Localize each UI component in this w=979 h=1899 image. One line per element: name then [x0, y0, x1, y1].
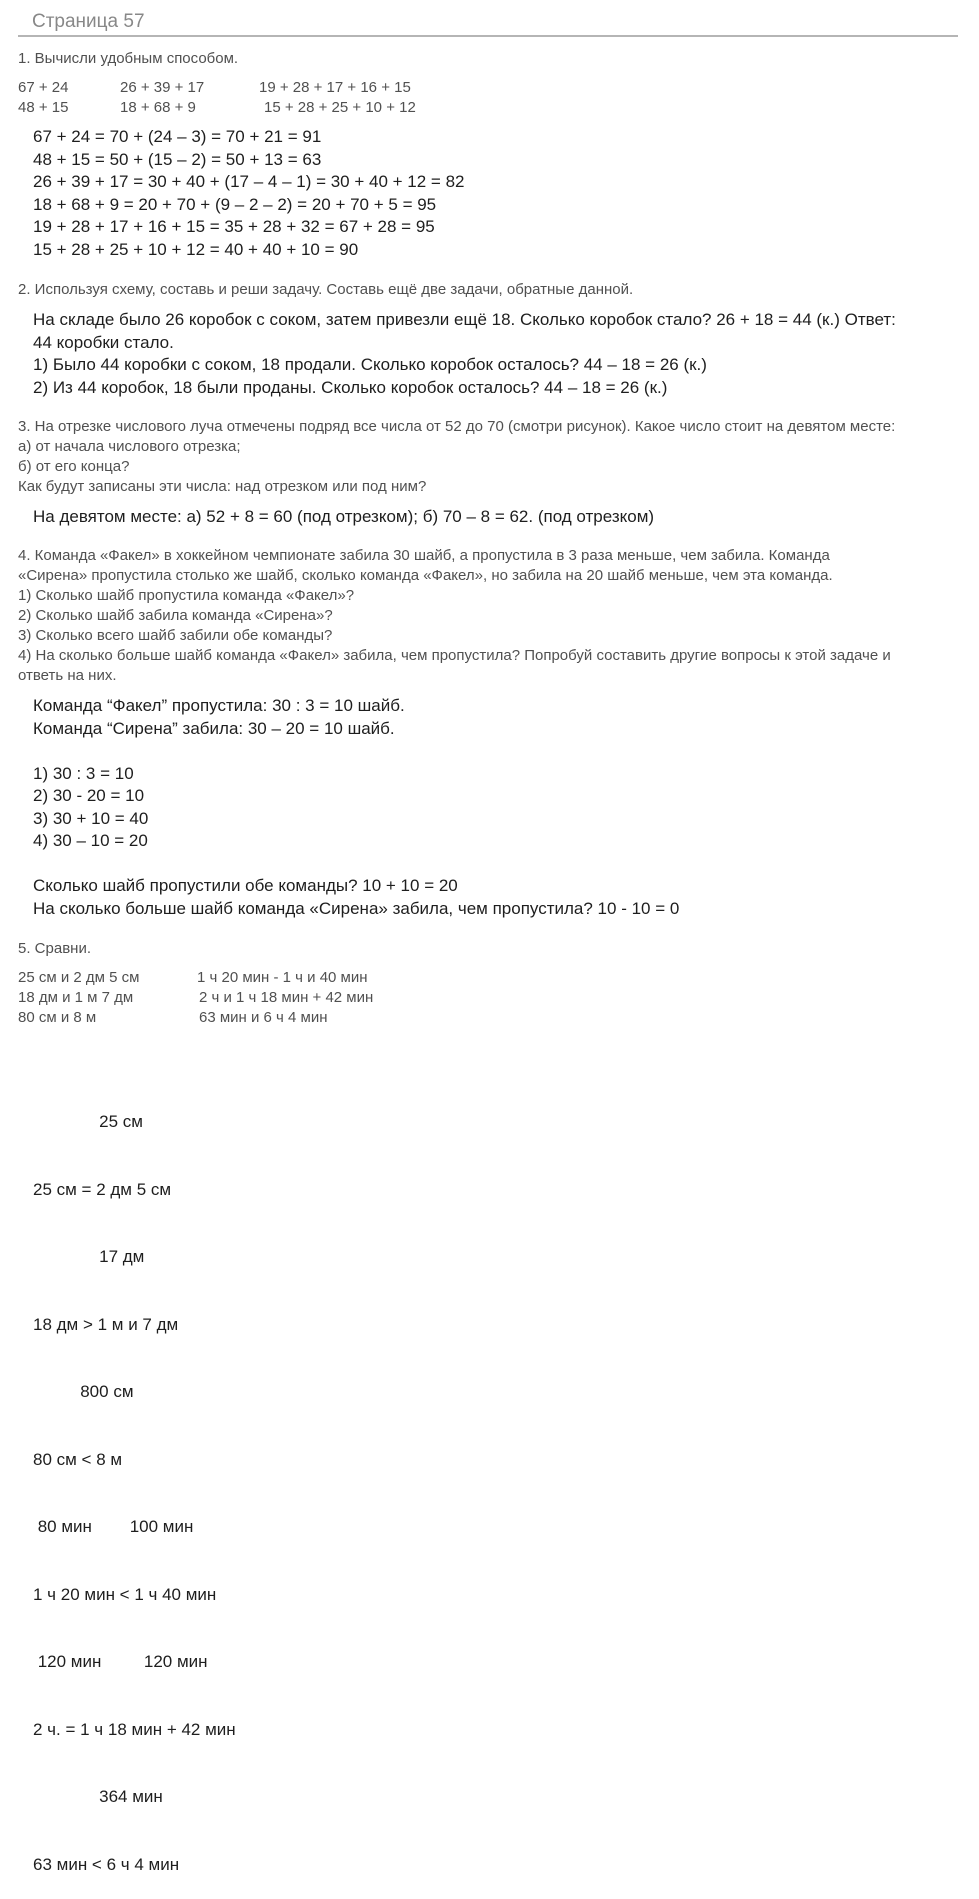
- answer-line: [33, 853, 679, 876]
- answer-line: 364 мин: [33, 1787, 163, 1806]
- task1-exercise: 26 + 39 + 17: [120, 79, 205, 96]
- task1-exercise: 67 + 24: [18, 79, 69, 96]
- question-line: 3) Сколько всего шайб забили обе команды?: [18, 627, 333, 644]
- answer-line: 3) 30 + 10 = 40: [33, 808, 149, 828]
- answer-line: 120 мин 120 мин: [33, 1652, 208, 1671]
- answer-line: 80 см < 8 м: [33, 1449, 123, 1469]
- answer-line: На складе было 26 коробок с соком, затем привезли ещё 18. Сколько коробок стало? 26 + 18 = 44 (к.) Ответ:: [33, 310, 896, 329]
- answer-line: 1) Было 44 коробки с соком, 18 продали. Сколько коробок осталось? 44 – 18 = 26 (к.): [33, 355, 707, 374]
- answer-line: Сколько шайб пропустили обе команды? 10 + 10 = 20: [33, 876, 458, 895]
- answer-line: 15 + 28 + 25 + 10 + 12 = 40 + 40 + 10 = 90: [33, 239, 359, 259]
- answer-line: 17 дм: [33, 1247, 145, 1266]
- task1-exercise: 15 + 28 + 25 + 10 + 12: [264, 99, 416, 116]
- question-line: 4) На сколько больше шайб команда «Факел» забила, чем пропустила? Попробуй составить другие вопросы к этой задаче и: [18, 647, 891, 664]
- question-line: 1) Сколько шайб пропустила команда «Факел»?: [18, 587, 355, 604]
- answer-line: 80 мин 100 мин: [33, 1517, 194, 1536]
- title-divider: [18, 35, 958, 37]
- task1-exercise: 18 + 68 + 9: [120, 99, 196, 116]
- answer-line: 26 + 39 + 17 = 30 + 40 + (17 – 4 – 1) = 30 + 40 + 12 = 82: [33, 172, 465, 191]
- task5-exercise: 80 см и 8 м: [18, 1009, 97, 1026]
- task1-answers: [33, 126, 465, 261]
- task5-exercise: 18 дм и 1 м 7 дм: [18, 989, 134, 1006]
- answer-line: 2) Из 44 коробок, 18 были проданы. Сколько коробок осталось? 44 – 18 = 26 (к.): [33, 377, 668, 397]
- answer-line: 44 коробки стало.: [33, 332, 174, 352]
- answer-line: 4) 30 – 10 = 20: [33, 831, 148, 850]
- answer-line: 25 см: [33, 1112, 143, 1131]
- answer-line: На сколько больше шайб команда «Сирена» забила, чем пропустила? 10 - 10 = 0: [33, 898, 680, 918]
- task5-question: 5. Сравни.: [18, 940, 91, 957]
- task3-question: [18, 417, 895, 497]
- answer-line: 18 + 68 + 9 = 20 + 70 + (9 – 2 – 2) = 20 + 70 + 5 = 95: [33, 194, 437, 214]
- task5-exercise: 1 ч 20 мин - 1 ч и 40 мин: [197, 969, 368, 986]
- answer-line: 19 + 28 + 17 + 16 + 15 = 35 + 28 + 32 = 67 + 28 = 95: [33, 217, 435, 236]
- task5-exercise: 25 см и 2 дм 5 см: [18, 969, 140, 986]
- task5-exercise: 2 ч и 1 ч 18 мин + 42 мин: [199, 989, 374, 1006]
- page-title: Страница 57: [32, 11, 145, 32]
- task1-exercise: 19 + 28 + 17 + 16 + 15: [259, 79, 411, 96]
- question-line: 2) Сколько шайб забила команда «Сирена»?: [18, 607, 333, 624]
- question-line: 3. На отрезке числового луча отмечены подряд все числа от 52 до 70 (смотри рисунок). Какое число стоит на девятом месте:: [18, 418, 896, 435]
- answer-line: 800 см: [33, 1382, 134, 1401]
- answer-line: 63 мин < 6 ч 4 мин: [33, 1854, 180, 1874]
- task2-answers: [33, 309, 896, 399]
- question-line: 4. Команда «Факел» в хоккейном чемпионате забила 30 шайб, а пропустила в 3 раза меньше, чем забила. Команда: [18, 547, 830, 564]
- answer-line: 48 + 15 = 50 + (15 – 2) = 50 + 13 = 63: [33, 149, 322, 169]
- question-line: а) от начала числового отрезка;: [18, 438, 241, 455]
- task1-question: 1. Вычисли удобным способом.: [18, 50, 239, 67]
- task1-exercise: 48 + 15: [18, 99, 69, 116]
- task5-exercise: 63 мин и 6 ч 4 мин: [199, 1009, 328, 1026]
- answer-line: 67 + 24 = 70 + (24 – 3) = 70 + 21 = 91: [33, 127, 322, 146]
- answer-line: Команда “Сирена” забила: 30 – 20 = 10 шайб.: [33, 718, 395, 738]
- answer-line: 1 ч 20 мин < 1 ч 40 мин: [33, 1584, 217, 1604]
- task4-answers: [33, 695, 679, 920]
- answer-line: Команда “Факел” пропустила: 30 : 3 = 10 шайб.: [33, 696, 405, 715]
- answer-line: 25 см = 2 дм 5 см: [33, 1179, 172, 1199]
- question-line: ответь на них.: [18, 667, 117, 684]
- answer-line: 18 дм > 1 м и 7 дм: [33, 1314, 179, 1334]
- answer-line: 2 ч. = 1 ч 18 мин + 42 мин: [33, 1719, 236, 1739]
- task2-question: 2. Используя схему, составь и реши задачу. Составь ещё две задачи, обратные данной.: [18, 281, 634, 298]
- task5-answers: [33, 1066, 236, 1899]
- question-line: Как будут записаны эти числа: над отрезком или под ним?: [18, 478, 427, 495]
- question-line: б) от его конца?: [18, 458, 130, 475]
- answer-line: 2) 30 - 20 = 10: [33, 786, 145, 805]
- answer-line: 1) 30 : 3 = 10: [33, 763, 134, 783]
- question-line: «Сирена» пропустила столько же шайб, сколько команда «Факел», но забила на 20 шайб меньше, чем эта команда.: [18, 567, 833, 584]
- task4-question: [18, 546, 891, 686]
- answer-line: [33, 740, 679, 763]
- task3-answer: На девятом месте: а) 52 + 8 = 60 (под отрезком); б) 70 – 8 = 62. (под отрезком): [33, 507, 655, 526]
